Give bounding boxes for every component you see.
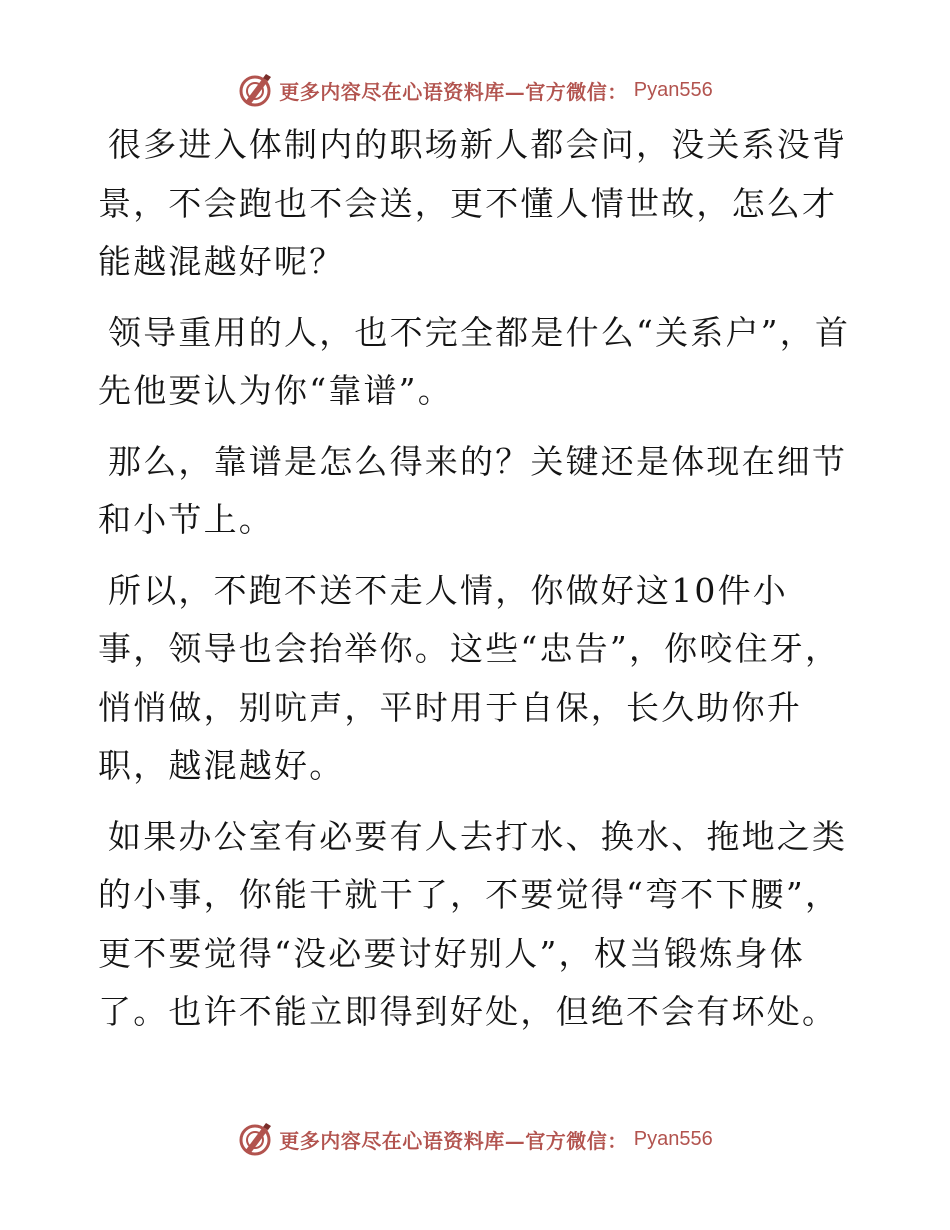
header-banner — [0, 68, 950, 112]
footer-wechat-id: Pyan556 — [633, 1127, 713, 1150]
footer-banner-text: 更多内容尽在心语资料库—官方微信： — [279, 1128, 628, 1153]
paragraph-1: 很多进入体制内的职场新人都会问，没关系没背景，不会跑也不会送，更不懂人情世故，怎么才能越混越好呢？ — [98, 125, 848, 281]
footer-banner — [0, 1117, 950, 1161]
paragraph-4: 所以，不跑不送不走人情，你做好这10件小事，领导也会抬举你。这些“忠告”，你咬住牙，悄悄做，别吭声，平时用于自保，长久助你升职，越混越好。 — [98, 570, 841, 785]
header-banner-text: 更多内容尽在心语资料库—官方微信： — [279, 79, 628, 104]
document-body — [98, 116, 858, 1054]
paragraph-3: 那么，靠谱是怎么得来的？关键还是体现在细节和小节上。 — [98, 441, 848, 539]
pen-circle-logo-icon — [237, 1121, 273, 1157]
paragraph-5: 如果办公室有必要有人去打水、换水、拖地之类的小事，你能干就干了，不要觉得“弯不下腰”，更不要觉得“没必要讨好别人”，权当锻炼身体了。也许不能立即得到好处，但绝不会有坏处。 — [98, 816, 848, 1031]
pen-circle-logo-icon — [237, 72, 273, 108]
header-wechat-id: Pyan556 — [633, 78, 713, 101]
paragraph-2: 领导重用的人，也不完全都是什么“关系户”，首先他要认为你“靠谱”。 — [98, 312, 851, 410]
